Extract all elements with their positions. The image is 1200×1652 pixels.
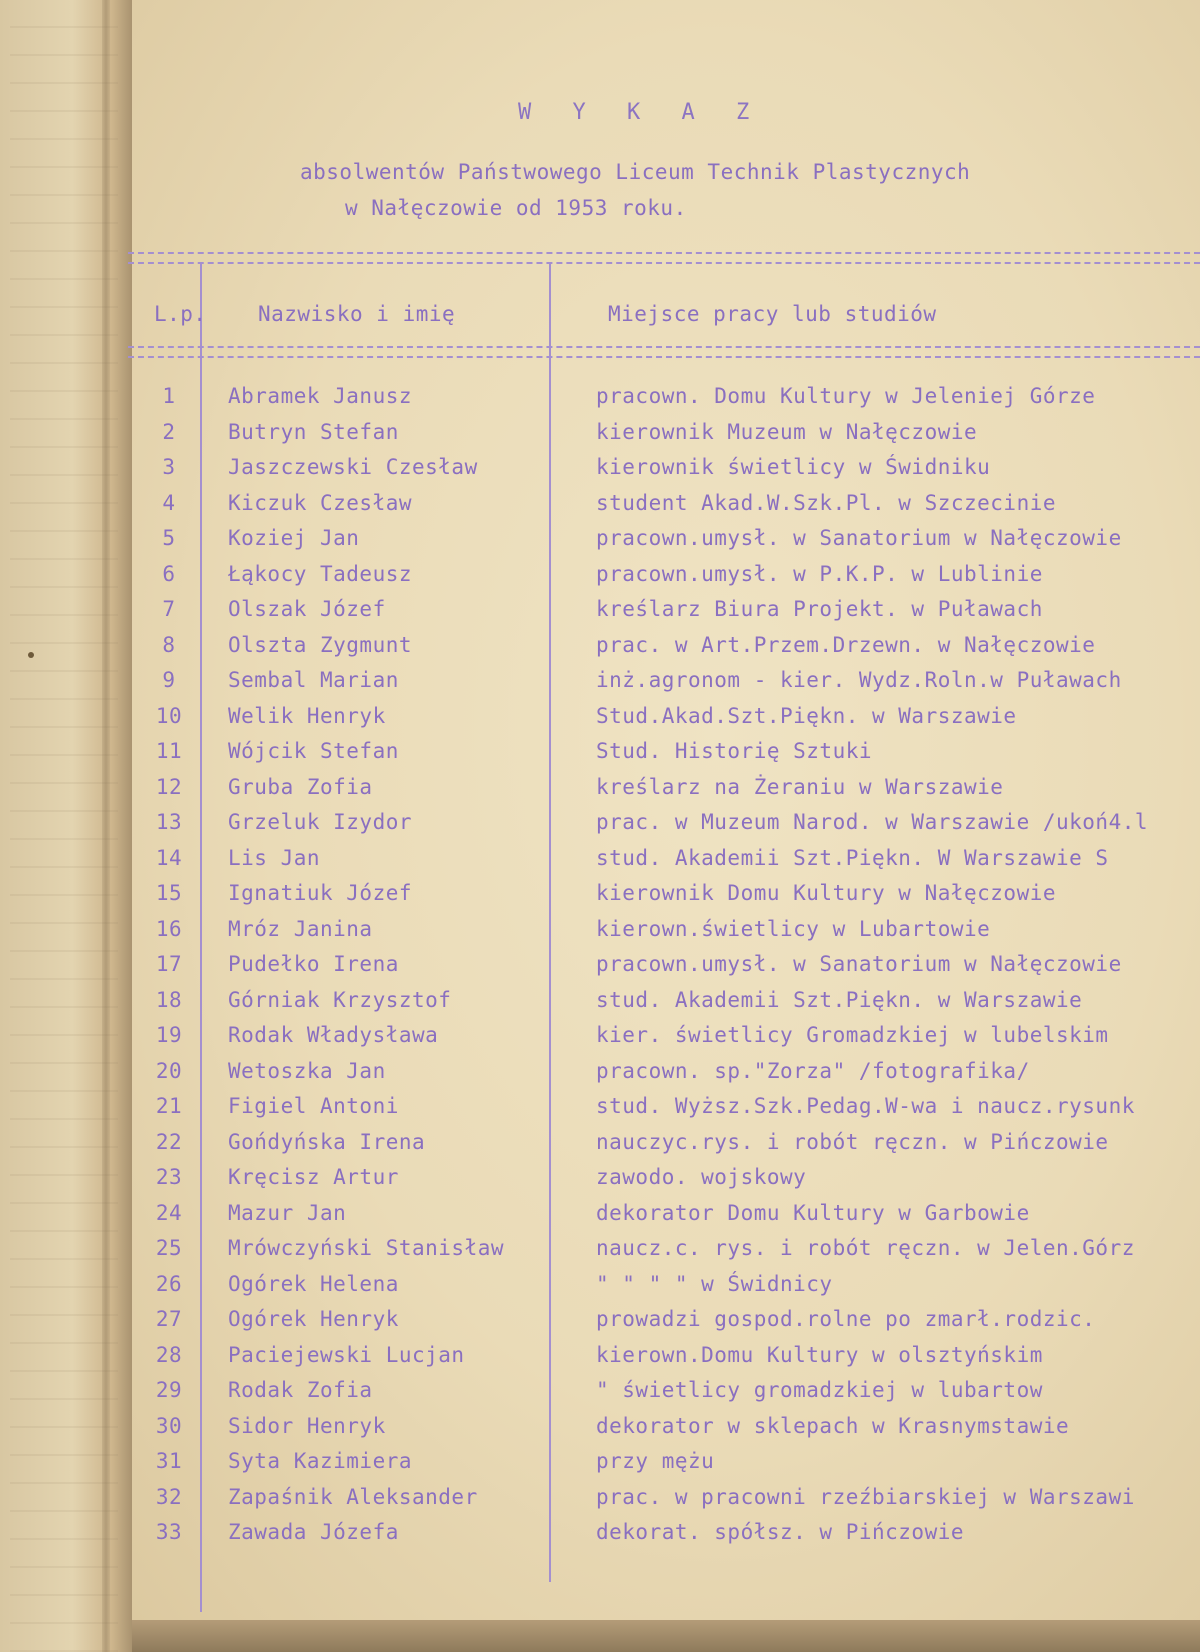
table-row (0, 1485, 1200, 1521)
table-row (0, 1449, 1200, 1485)
row-place: Stud. Historię Sztuki (596, 739, 873, 763)
table-row (0, 1165, 1200, 1201)
row-name: Ignatiuk Józef (228, 881, 413, 905)
row-name: Kiczuk Czesław (228, 490, 413, 515)
row-name: Zapaśnik Aleksander (228, 1484, 478, 1509)
row-place: pracown.umysł. w Sanatorium w Nałęczowie (596, 952, 1122, 976)
row-name: Górniak Krzysztof (228, 987, 452, 1012)
row-place: dekorator w sklepach w Krasnymstawie (596, 1413, 1070, 1438)
row-name: Rodak Władysława (228, 1023, 439, 1047)
row-place: kierownik świetlicy w Świdniku (596, 455, 991, 479)
row-lp: 28 (155, 1342, 183, 1367)
table-row (0, 988, 1200, 1024)
margin-mark (28, 652, 34, 658)
row-name: Mrówczyński Stanisław (228, 1236, 505, 1260)
row-lp: 20 (155, 1058, 183, 1083)
row-place: stud. Akademii Szt.Piękn. W Warszawie S (596, 845, 1109, 870)
row-lp: 24 (155, 1200, 183, 1225)
table-row (0, 917, 1200, 953)
table-row (0, 1307, 1200, 1343)
row-name: Koziej Jan (228, 526, 360, 550)
row-place: kierownik Domu Kultury w Nałęczowie (596, 881, 1057, 905)
row-place: dekorator Domu Kultury w Garbowie (596, 1200, 1030, 1225)
row-name: Kręcisz Artur (228, 1165, 399, 1189)
row-lp: 10 (155, 703, 183, 728)
row-place: kreślarz Biura Projekt. w Puławach (596, 597, 1043, 621)
row-lp: 33 (155, 1520, 183, 1544)
table-row (0, 1094, 1200, 1130)
row-name: Sembal Marian (228, 668, 399, 692)
table-row (0, 526, 1200, 562)
row-place: student Akad.W.Szk.Pl. w Szczecinie (596, 490, 1057, 515)
row-lp: 9 (162, 668, 176, 692)
row-place: zawodo. wojskowy (596, 1165, 807, 1189)
table-row (0, 810, 1200, 846)
row-lp: 8 (162, 632, 176, 657)
row-place: prowadzi gospod.rolne po zmarł.rodzic. (596, 1307, 1096, 1331)
row-name: Ogórek Helena (228, 1271, 399, 1296)
row-name: Gońdyńska Irena (228, 1129, 426, 1154)
row-place: prac. w pracowni rzeźbiarskiej w Warszawi (596, 1484, 1135, 1509)
row-name: Mazur Jan (228, 1200, 347, 1225)
row-place: Stud.Akad.Szt.Piękn. w Warszawie (596, 703, 1017, 728)
row-place: dekorat. spółsz. w Pińczowie (596, 1520, 965, 1544)
row-lp: 13 (155, 810, 183, 834)
document-subtitle-line1: absolwentów Państwowego Liceum Technik Plastycznych (300, 160, 971, 184)
row-place: kreślarz na Żeraniu w Warszawie (596, 774, 1004, 799)
table-top-rule (128, 252, 1200, 264)
row-lp: 31 (155, 1449, 183, 1473)
table-row (0, 1272, 1200, 1308)
row-lp: 23 (155, 1165, 183, 1189)
row-place: pracown. sp."Zorza" /fotografika/ (596, 1058, 1030, 1083)
row-name: Welik Henryk (228, 703, 386, 728)
table-row (0, 455, 1200, 491)
row-place: kierownik Muzeum w Nałęczowie (596, 419, 978, 444)
row-name: Grzeluk Izydor (228, 810, 413, 834)
row-name: Gruba Zofia (228, 774, 373, 799)
table-row (0, 384, 1200, 420)
table-row (0, 1201, 1200, 1237)
row-lp: 11 (155, 739, 183, 763)
row-lp: 2 (162, 419, 176, 444)
row-lp: 29 (155, 1378, 183, 1402)
row-lp: 7 (162, 597, 176, 621)
table-row (0, 1023, 1200, 1059)
row-name: Ogórek Henryk (228, 1307, 399, 1331)
row-name: Olszta Zygmunt (228, 632, 413, 657)
table-row (0, 1343, 1200, 1379)
row-lp: 25 (155, 1236, 183, 1260)
row-name: Mróz Janina (228, 916, 373, 941)
table-row (0, 881, 1200, 917)
row-place: prac. w Muzeum Narod. w Warszawie /ukoń4.l (596, 810, 1149, 834)
row-name: Abramek Janusz (228, 384, 413, 408)
table-row (0, 1130, 1200, 1166)
table-row (0, 704, 1200, 740)
row-place: kierown.Domu Kultury w olsztyńskim (596, 1342, 1043, 1367)
row-place: pracown.umysł. w Sanatorium w Nałęczowie (596, 526, 1122, 550)
table-row (0, 1059, 1200, 1095)
row-name: Jaszczewski Czesław (228, 455, 478, 479)
table-row (0, 1520, 1200, 1556)
table-row (0, 597, 1200, 633)
table-row (0, 562, 1200, 598)
row-place: inż.agronom - kier. Wydz.Roln.w Puławach (596, 668, 1122, 692)
table-row (0, 420, 1200, 456)
document-title: W Y K A Z (518, 100, 764, 125)
row-place: kierown.świetlicy w Lubartowie (596, 916, 991, 941)
sheet-bottom-edge (132, 1620, 1200, 1652)
document-subtitle-line2: w Nałęczowie od 1953 roku. (345, 196, 687, 220)
row-place: przy mężu (596, 1449, 715, 1473)
header-place: Miejsce pracy lub studiów (608, 302, 937, 326)
row-place: pracown.umysł. w P.K.P. w Lublinie (596, 561, 1043, 586)
row-name: Syta Kazimiera (228, 1449, 413, 1473)
table-row (0, 633, 1200, 669)
table-row (0, 1236, 1200, 1272)
row-place: " świetlicy gromadzkiej w lubartow (596, 1378, 1043, 1402)
row-name: Pudełko Irena (228, 952, 399, 976)
row-lp: 22 (155, 1129, 183, 1154)
row-lp: 16 (155, 916, 183, 941)
row-lp: 19 (155, 1023, 183, 1047)
header-name: Nazwisko i imię (258, 302, 456, 326)
row-lp: 15 (155, 881, 183, 905)
row-lp: 5 (162, 526, 176, 550)
table-row (0, 1414, 1200, 1450)
row-place: nauczyc.rys. i robót ręczn. w Pińczowie (596, 1129, 1109, 1154)
row-place: kier. świetlicy Gromadzkiej w lubelskim (596, 1023, 1109, 1047)
row-name: Olszak Józef (228, 597, 386, 621)
row-lp: 14 (155, 845, 183, 870)
table-header-rule (128, 346, 1200, 358)
row-lp: 6 (162, 561, 176, 586)
row-place: stud. Wyższ.Szk.Pedag.W-wa i naucz.rysunk (596, 1094, 1135, 1118)
row-name: Zawada Józefa (228, 1520, 399, 1544)
row-lp: 4 (162, 490, 176, 515)
row-lp: 1 (162, 384, 176, 408)
row-name: Sidor Henryk (228, 1413, 386, 1438)
table-row (0, 668, 1200, 704)
row-name: Paciejewski Lucjan (228, 1342, 465, 1367)
row-name: Wójcik Stefan (228, 739, 399, 763)
row-lp: 12 (155, 774, 183, 799)
row-name: Łąkocy Tadeusz (228, 561, 413, 586)
row-name: Wetoszka Jan (228, 1058, 386, 1083)
table-row (0, 491, 1200, 527)
row-place: prac. w Art.Przem.Drzewn. w Nałęczowie (596, 632, 1096, 657)
row-place: naucz.c. rys. i robót ręczn. w Jelen.Górz (596, 1236, 1135, 1260)
row-lp: 26 (155, 1271, 183, 1296)
table-row (0, 739, 1200, 775)
row-place: " " " " w Świdnicy (596, 1271, 833, 1296)
row-lp: 18 (155, 987, 183, 1012)
row-lp: 32 (155, 1484, 183, 1509)
row-lp: 21 (155, 1094, 183, 1118)
row-name: Rodak Zofia (228, 1378, 373, 1402)
row-lp: 3 (162, 455, 176, 479)
row-name: Lis Jan (228, 845, 321, 870)
row-name: Figiel Antoni (228, 1094, 399, 1118)
table-row (0, 952, 1200, 988)
row-place: pracown. Domu Kultury w Jeleniej Górze (596, 384, 1096, 408)
table-row (0, 775, 1200, 811)
row-lp: 30 (155, 1413, 183, 1438)
row-name: Butryn Stefan (228, 419, 399, 444)
table-row (0, 846, 1200, 882)
row-lp: 17 (155, 952, 183, 976)
row-lp: 27 (155, 1307, 183, 1331)
table-row (0, 1378, 1200, 1414)
row-place: stud. Akademii Szt.Piękn. w Warszawie (596, 987, 1083, 1012)
header-lp: L.p. (154, 302, 207, 326)
graduates-table-body (0, 384, 1200, 1556)
